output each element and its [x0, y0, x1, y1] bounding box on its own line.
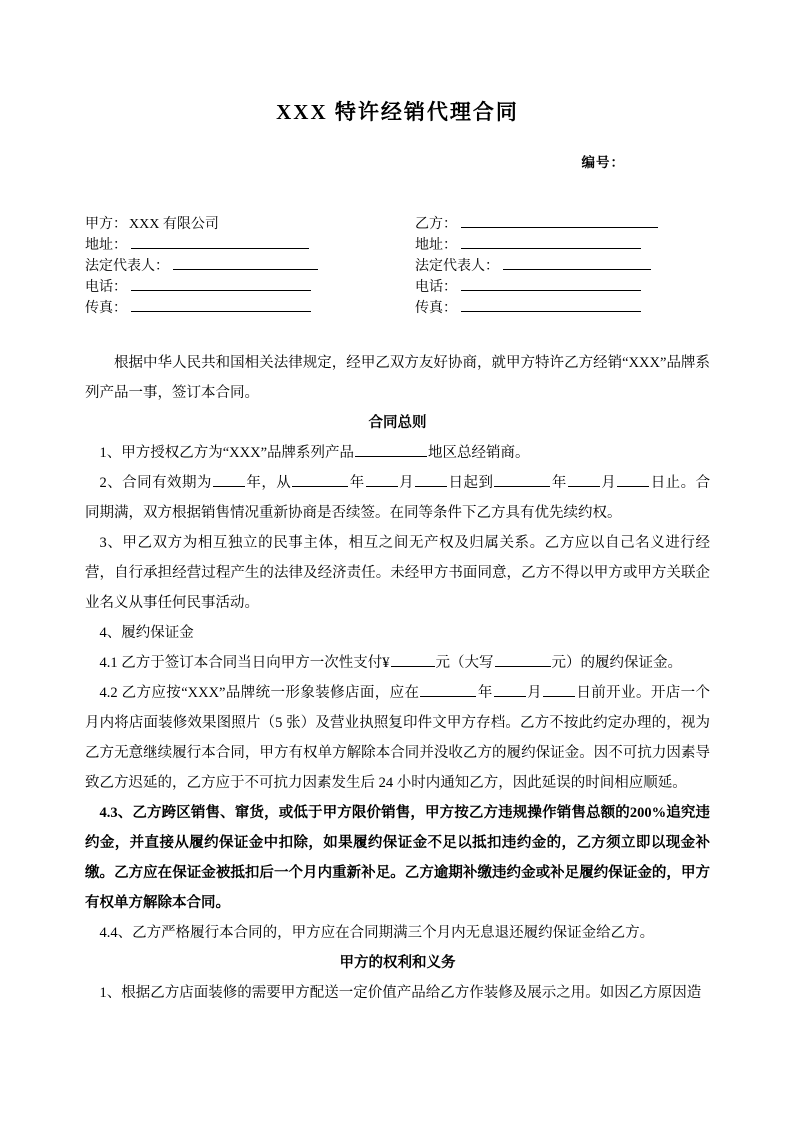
party-a-phone-blank[interactable] [131, 276, 311, 291]
clause-general-1 [85, 438, 710, 468]
fill-in-blank[interactable] [292, 473, 348, 487]
fill-in-blank[interactable] [415, 473, 447, 487]
clause-general-2 [85, 468, 710, 528]
fill-in-blank[interactable] [366, 473, 398, 487]
page-title: XXX 特许经销代理合同 [276, 100, 519, 124]
party-b-phone-blank[interactable] [461, 276, 641, 291]
party-a-fax-field[interactable] [85, 297, 415, 319]
party-a-label: 甲方： [85, 217, 127, 233]
party-a-address-field[interactable] [85, 234, 415, 256]
contract-body [85, 348, 710, 1008]
party-b-label: 乙方： [415, 217, 457, 233]
party-names-row [85, 213, 710, 234]
clause-text: 4.1 乙方于签订本合同当日向甲方一次性支付¥ [99, 655, 390, 672]
party-a-fax-label: 传真： [85, 301, 127, 317]
clause-text: 年 [349, 475, 365, 492]
clause-text: 4.4、乙方严格履行本合同的，甲方应在合同期满三个月内无息退还履约保证金给乙方。 [99, 925, 655, 942]
clause-text: 3、甲乙双方为相互独立的民事主体，相互之间无产权及归属关系。乙方应以自己名义进行经营，自行承担经营过程产生的法律及经济责任。未经甲方书面同意，乙方不得以甲方或甲方关联企业名义从事任何民事活动。 [85, 535, 710, 612]
clause-general-4-3 [85, 798, 710, 918]
clause-text: 1、根据乙方店面装修的需要甲方配送一定价值产品给乙方作装修及展示之用。如因乙方原因造 [99, 985, 702, 1002]
party-a-name-field [85, 214, 415, 235]
clause-general-4 [85, 618, 710, 648]
fill-in-blank[interactable] [494, 473, 550, 487]
fill-in-blank[interactable] [494, 683, 526, 697]
clause-text: 月 [526, 685, 542, 702]
page-content [85, 0, 710, 1008]
party-a-fax-blank[interactable] [131, 297, 311, 312]
party-b-legal-rep-label: 法定代表人： [415, 259, 499, 275]
clause-text: 日起到 [448, 475, 494, 492]
clause-text: 4、履约保证金 [99, 625, 194, 642]
section-heading: 甲方的权利和义务 [339, 955, 456, 972]
clause-party-a-1 [85, 978, 710, 1008]
clause-text: 4.2 乙方应按“XXX”品牌统一形象装修店面，应在 [99, 685, 420, 702]
clause-general-4-4 [85, 918, 710, 948]
fill-in-blank[interactable] [420, 683, 476, 697]
party-a-phone-field[interactable] [85, 276, 415, 298]
party-b-fax-label: 传真： [415, 301, 457, 317]
sections-container [85, 408, 710, 1008]
party-info-block [85, 213, 710, 318]
party-a-address-blank[interactable] [131, 234, 309, 249]
party-b-fax-blank[interactable] [461, 297, 641, 312]
fill-in-blank[interactable] [213, 473, 245, 487]
clause-text: 元（大写 [435, 655, 494, 672]
party-b-legal-rep-blank[interactable] [503, 255, 651, 270]
fill-in-blank[interactable] [495, 653, 551, 667]
party-a-legal-rep-label: 法定代表人： [85, 259, 169, 275]
section-heading: 合同总则 [368, 415, 427, 432]
party-a-value: XXX 有限公司 [129, 217, 219, 233]
party-b-name-field[interactable] [415, 213, 710, 235]
party-b-blank[interactable] [461, 213, 658, 228]
preamble-paragraph: 根据中华人民共和国相关法律规定，经甲乙双方友好协商，就甲方特许乙方经销“XXX”品牌系列产品一事，签订本合同。 [85, 355, 710, 402]
fill-in-blank[interactable] [617, 473, 649, 487]
address-row [85, 234, 710, 255]
legal-rep-row [85, 255, 710, 276]
party-b-address-field[interactable] [415, 234, 710, 256]
fill-in-blank[interactable] [568, 473, 600, 487]
clause-text: 日止。合同期满，双方根据销售情况重新协商是否续签。在同等条件下乙方具有优先续约权。 [85, 475, 711, 522]
clause-general-4-2 [85, 678, 710, 798]
phone-row [85, 276, 710, 297]
party-b-phone-label: 电话： [415, 280, 457, 296]
fax-row [85, 297, 710, 318]
party-b-fax-field[interactable] [415, 297, 710, 319]
clause-text: 地区总经销商。 [428, 445, 530, 462]
party-a-legal-rep-blank[interactable] [173, 255, 318, 270]
clause-text: 年，从 [245, 475, 292, 492]
clause-text: 2、合同有效期为 [99, 475, 212, 492]
clause-text: 月 [398, 475, 415, 492]
fill-in-blank[interactable] [543, 683, 575, 697]
party-b-legal-rep-field[interactable] [415, 255, 710, 277]
clause-text: 1、甲方授权乙方为“XXX”品牌系列产品 [99, 445, 355, 462]
party-b-phone-field[interactable] [415, 276, 710, 298]
clause-text: 日前开业。开店一个月内将店面装修效果图照片（5 张）及营业执照复印件文甲方存档。乙方不按此约定办理的，视为乙方无意继续履行本合同，甲方有权单方解除本合同并没收乙方的履约保证金。因不可抗力因素导致乙方迟延的，乙方应于不可抗力因素发生后 24 小时内通知乙方，因此延误的时间相应顺延。 [85, 685, 711, 792]
clause-general-4-1 [85, 648, 710, 678]
party-b-address-blank[interactable] [461, 234, 641, 249]
clause-text: 年 [551, 475, 567, 492]
clause-text: 月 [600, 475, 617, 492]
clause-text: 4.3、乙方跨区销售、窜货，或低于甲方限价销售，甲方按乙方违规操作销售总额的200%追究违约金，并直接从履约保证金中扣除，如果履约保证金不足以抵扣违约金的，乙方须立即以现金补缴。乙方应在保证金被抵扣后一个月内重新补足。乙方逾期补缴违约金或补足履约保证金的，甲方有权单方解除本合同。 [85, 805, 710, 912]
party-a-phone-label: 电话： [85, 280, 127, 296]
fill-in-blank[interactable] [355, 443, 427, 457]
party-a-address-label: 地址： [85, 238, 127, 254]
fill-in-blank[interactable] [391, 653, 435, 667]
clause-text: 年 [477, 685, 493, 702]
party-b-address-label: 地址： [415, 238, 457, 254]
clause-general-3 [85, 528, 710, 618]
party-a-legal-rep-field[interactable] [85, 255, 415, 277]
serial-number-label: 编号： [581, 155, 625, 171]
clause-text: 元）的履约保证金。 [551, 655, 682, 672]
